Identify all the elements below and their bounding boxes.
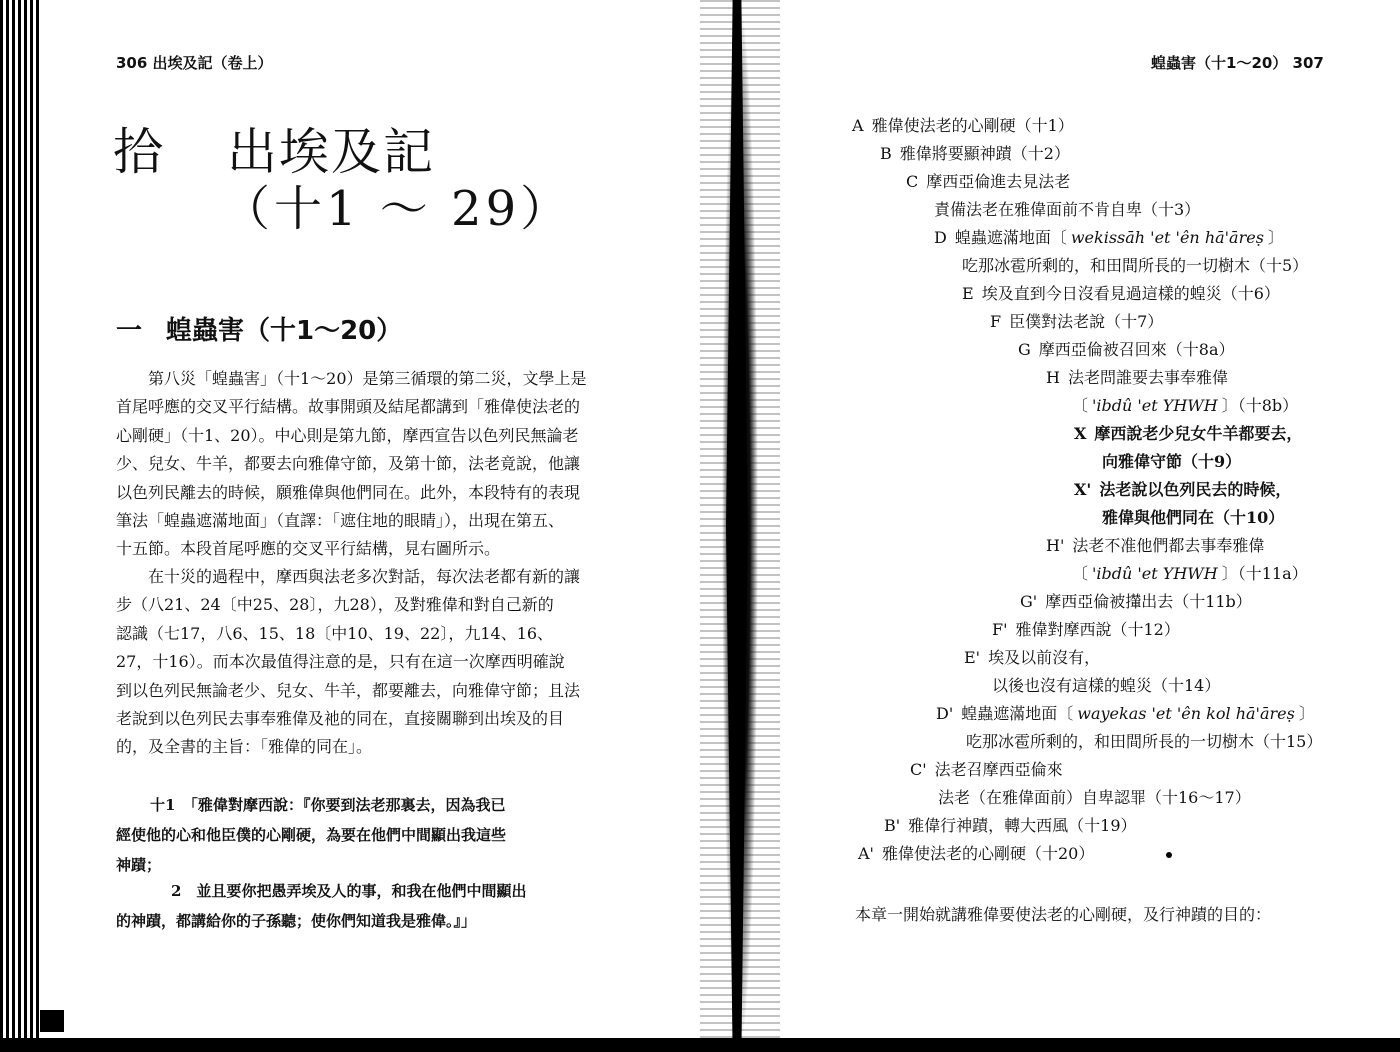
text-line: 以色列民離去的時候，願雅偉與他們同在。此外，本段特有的表現 — [116, 482, 581, 502]
hebrew-transliteration: 'ibdû 'et YHWH — [1092, 396, 1218, 415]
section-heading: 蝗蟲害（十1～20） — [166, 316, 403, 346]
outline-row — [992, 617, 1180, 640]
chapter-range: （十1 ～ 29） — [222, 181, 573, 237]
outline-row — [934, 225, 1284, 248]
outline-label: A' — [858, 844, 874, 863]
outline-text: 吃那冰雹所剩的，和田間所長的一切樹木（十5） — [962, 256, 1309, 275]
section-title — [116, 310, 402, 347]
outline-row — [966, 729, 1322, 752]
verse-line: 十1 「雅偉對摩西說：『你要到法老那裏去，因為我已 — [150, 796, 506, 814]
outline-label: D — [934, 228, 947, 247]
outline-text: 蝗蟲遮滿地面〔 — [961, 704, 1074, 723]
outline-row — [858, 841, 1094, 864]
text-line: 少、兒女、牛羊，都要去向雅偉守節，及第十節，法老竟說，他讓 — [116, 454, 581, 474]
outline-row — [964, 645, 1100, 668]
outline-text: 蝗蟲遮滿地面〔 — [954, 228, 1067, 247]
text-line: 27，十16）。而本次最值得注意的是，只有在這一次摩西明確說 — [116, 652, 565, 672]
hebrew-transliteration: wayekas 'et 'ên kol hā'āreṣ — [1077, 704, 1295, 723]
right-running-head: 蝗蟲害（十1～20） 307 — [1151, 54, 1324, 72]
outline-row — [1102, 449, 1241, 472]
text-line: 的，及全書的主旨：「雅偉的同在」。 — [116, 737, 373, 757]
chapter-name: 出埃及記 — [227, 123, 435, 181]
paragraph-2 — [116, 563, 628, 762]
edge-marker — [40, 1010, 64, 1032]
outline-row — [1020, 589, 1252, 612]
outline-row — [1046, 533, 1264, 556]
outline-label: X' — [1074, 480, 1092, 499]
scripture-verse-1 — [116, 790, 636, 880]
outline-row — [1074, 477, 1291, 500]
outline-label: G — [1018, 340, 1031, 359]
outline-label: F — [990, 312, 1002, 331]
outline-label: C — [906, 172, 919, 191]
outline-suffix: 〕 — [1267, 228, 1284, 247]
outline-text: 臣僕對法老說（十7） — [1009, 312, 1164, 331]
outline-row — [880, 141, 1070, 164]
outline-row — [992, 673, 1220, 696]
outline-text: 法老問誰要去事奉雅偉 — [1067, 368, 1228, 387]
outline-row — [990, 309, 1163, 332]
outline-row — [910, 757, 1063, 780]
outline-row — [1074, 421, 1302, 444]
outline-label: E — [962, 284, 974, 303]
text-line: 在十災的過程中，摩西與法老多次對話，每次法老都有新的讓 — [148, 567, 581, 586]
outline-text: 吃那冰雹所剩的，和田間所長的一切樹木（十15） — [966, 732, 1323, 751]
text-line: 認識（七17，八6、15、18〔中10、19、22〕，九14、16、 — [116, 623, 554, 643]
outline-label: B' — [884, 816, 901, 835]
outline-row — [962, 281, 1280, 304]
outline-text: 摩西亞倫進去見法老 — [926, 172, 1071, 191]
hebrew-transliteration: 'ibdû 'et YHWH — [1092, 564, 1218, 583]
outline-text: 摩西亞倫被召回來（十8a） — [1038, 340, 1235, 359]
outline-text: 法老召摩西亞倫來 — [934, 760, 1063, 779]
outline-text: 埃及以前沒有， — [988, 648, 1101, 667]
outline-label: C' — [910, 760, 927, 779]
outline-text: 埃及直到今日沒看見過這樣的蝗災（十6） — [981, 284, 1280, 303]
page-stack-edge — [0, 0, 42, 1052]
outline-label: G' — [1020, 592, 1038, 611]
outline-row — [1018, 337, 1235, 360]
outline-row — [1072, 561, 1308, 584]
outline-text: 雅偉將要顯神蹟（十2） — [899, 144, 1070, 163]
outline-row — [884, 813, 1137, 836]
outline-text: 摩西亞倫被攆出去（十11b） — [1045, 592, 1252, 611]
text-line: 步（八21、24〔中25、28〕，九28），及對雅偉和對自己新的 — [116, 595, 554, 615]
outline-text: 摩西說老少兒女牛羊都要去， — [1094, 424, 1303, 443]
outline-row — [934, 197, 1200, 220]
outline-label: F' — [992, 620, 1008, 639]
outline-text: 雅偉使法老的心剛硬（十20） — [881, 844, 1095, 863]
outline-row — [1046, 365, 1228, 388]
outline-text: 以後也沒有這樣的蝗災（十14） — [992, 676, 1221, 695]
chapter-number: 拾 — [113, 123, 165, 181]
verse-line: 的神蹟，都講給你的子孫聽；使你們知道我是雅偉。』」 — [116, 912, 477, 930]
text-line: 筆法「蝗蟲遮滿地面」（直譯：「遮住地的眼睛」），出現在第五、 — [116, 511, 565, 531]
outline-row — [906, 169, 1070, 192]
outline-label: E' — [964, 648, 981, 667]
text-line: 老說到以色列民去事奉雅偉及祂的同在，直接關聯到出埃及的目 — [116, 709, 565, 729]
verse-line: 經使他的心和他臣僕的心剛硬，為要在他們中間顯出我這些 — [116, 826, 507, 844]
section-number: 一 — [116, 316, 143, 346]
outline-text: 法老說以色列民去的時候， — [1099, 480, 1292, 499]
outline-suffix: 〕（十11a） — [1221, 564, 1308, 583]
verse-line: 2 並且要你把愚弄埃及人的事，和我在他們中間顯出 — [156, 882, 527, 900]
outline-text: 雅偉使法老的心剛硬（十1） — [871, 116, 1074, 135]
left-running-head: 306 出埃及記（卷上） — [116, 54, 273, 72]
outline-label: B — [880, 144, 892, 163]
outline-text: 雅偉與他們同在（十10） — [1102, 508, 1285, 527]
outline-text: 雅偉對摩西說（十12） — [1015, 620, 1180, 639]
text-line: 首尾呼應的交叉平行結構。故事開頭及結尾都講到「雅偉使法老的 — [116, 397, 581, 417]
text-line: 第八災「蝗蟲害」（十1～20）是第三循環的第二災，文學上是 — [148, 369, 587, 388]
text-line: 到以色列民無論老少、兒女、牛羊，都要離去，向雅偉守節；且法 — [116, 680, 581, 700]
outline-text: 責備法老在雅偉面前不肯自卑（十3） — [934, 200, 1201, 219]
outline-label: D' — [936, 704, 954, 723]
outline-row — [962, 253, 1308, 276]
scripture-verse-2 — [116, 876, 636, 936]
text-line: 心剛硬」（十1、20）。中心則是第九節，摩西宣告以色列民無論老 — [116, 425, 579, 445]
outline-text: 法老不准他們都去事奉雅偉 — [1072, 536, 1265, 555]
outline-text: 〔 — [1072, 564, 1089, 583]
outline-label: X — [1074, 424, 1087, 443]
outline-row — [1072, 393, 1298, 416]
outline-suffix: 〕（十8b） — [1221, 396, 1299, 415]
hebrew-transliteration: wekissāh 'et 'ên hā'āreṣ — [1070, 228, 1264, 247]
outline-label: H — [1046, 368, 1060, 387]
paragraph-1 — [116, 365, 628, 564]
outline-text: 向雅偉守節（十9） — [1102, 452, 1242, 471]
bullet-dot — [1166, 852, 1172, 858]
outline-text: 法老（在雅偉面前）自卑認罪（十16～17） — [938, 788, 1251, 807]
outline-row — [936, 701, 1315, 724]
outline-row — [1102, 505, 1284, 528]
closing-sentence: 本章一開始就講雅偉要使法老的心剛硬，及行神蹟的目的： — [855, 905, 1272, 924]
outline-label: H' — [1046, 536, 1065, 555]
outline-row — [938, 785, 1251, 808]
outline-row — [852, 113, 1074, 136]
outline-suffix: 〕 — [1298, 704, 1315, 723]
text-line: 十五節。本段首尾呼應的交叉平行結構，見右圖所示。 — [116, 539, 501, 559]
outline-text: 雅偉行神蹟，轉大西風（十19） — [908, 816, 1137, 835]
outline-text: 〔 — [1072, 396, 1089, 415]
outline-label: A — [852, 116, 864, 135]
verse-line: 神蹟； — [116, 856, 162, 874]
